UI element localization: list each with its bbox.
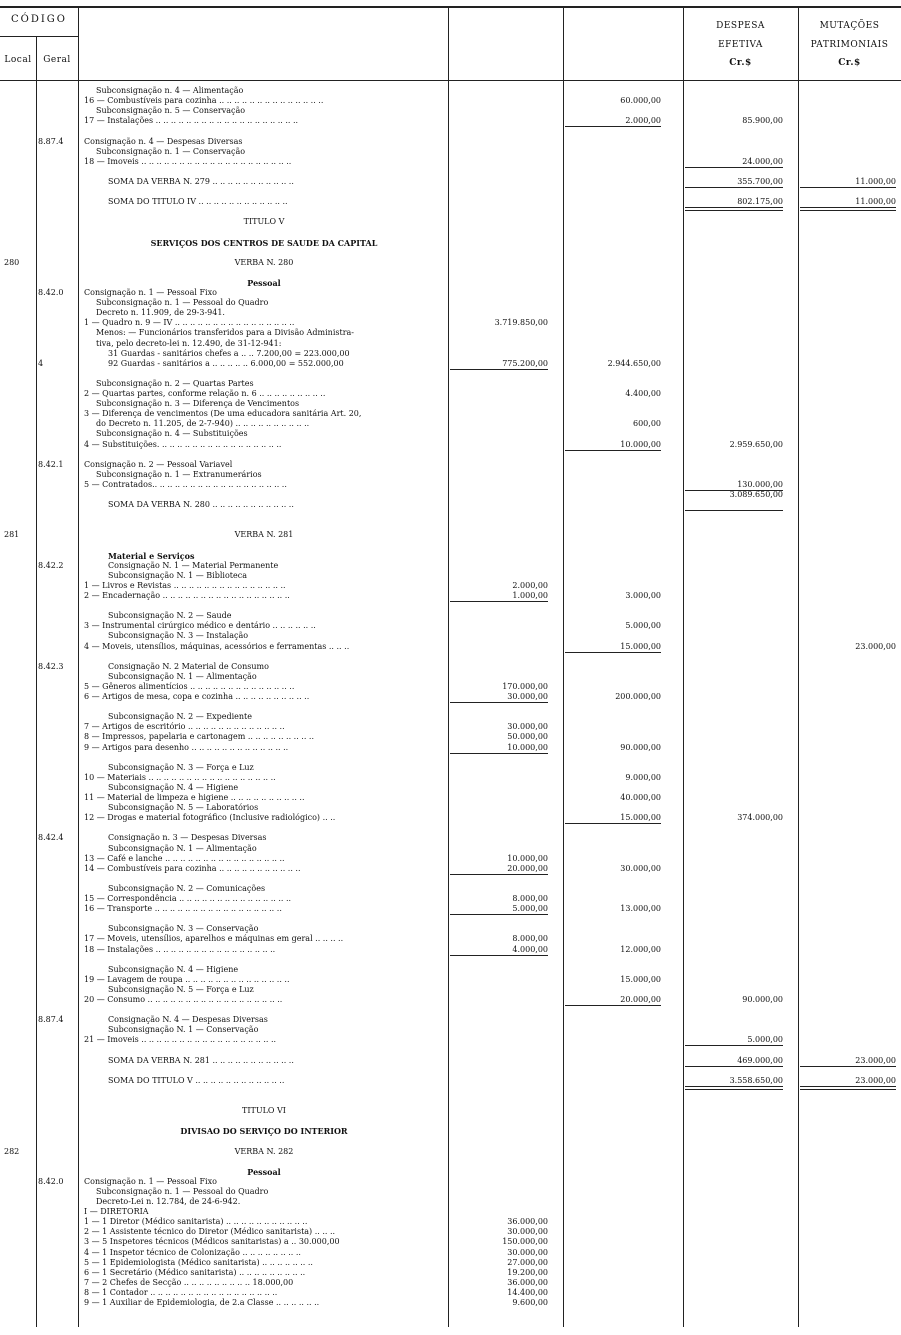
row-description: 19 — Lavagem de roupa .. .. .. .. .. .. .. .. .. .. .. .. .. .. bbox=[84, 974, 290, 984]
amount-c1: 8.000,00 bbox=[512, 894, 548, 903]
row-description: Subconsignação n. 5 — Conservação bbox=[96, 106, 246, 116]
amount-c1: 19.200,00 bbox=[507, 1267, 548, 1277]
amount-c2: 20.000,00 bbox=[620, 995, 661, 1004]
row-description: VERBA N. 280 bbox=[234, 257, 294, 267]
row-description: Subconsignação N. 3 — Força e Luz bbox=[108, 762, 254, 772]
row-description: 1 — Livros e Revistas .. .. .. .. .. .. .. .. .. .. .. .. .. .. .. bbox=[84, 580, 286, 590]
amount-c1: 20.000,00 bbox=[507, 863, 548, 873]
ledger-row bbox=[0, 642, 901, 652]
codigo-geral: 4 bbox=[38, 358, 44, 368]
ledger-row bbox=[0, 1237, 901, 1247]
amount-c3: 5.000,00 bbox=[747, 1035, 783, 1045]
ledger-row bbox=[0, 86, 901, 96]
amount-c2: 90.000,00 bbox=[620, 742, 661, 752]
codigo-geral: 8.42.0 bbox=[38, 288, 64, 297]
row-description: 8 — 1 Contador .. .. .. .. .. .. .. .. .. .. .. .. .. .. .. .. .. bbox=[84, 1287, 278, 1297]
row-description: 3 — Diferença de vencimentos (De uma educadora sanitária Art. 20, bbox=[84, 409, 362, 419]
amount-c1: 5.000,00 bbox=[512, 904, 548, 914]
amount-c2: 2.000,00 bbox=[625, 116, 661, 126]
ledger-row bbox=[0, 96, 901, 106]
ledger-row bbox=[0, 197, 901, 207]
row-description: 4 — 1 Inspetor técnico de Colonização .. .. .. .. .. .. .. .. bbox=[84, 1247, 301, 1257]
ledger-row bbox=[0, 844, 901, 854]
ledger-row bbox=[0, 399, 901, 409]
codigo-geral: 8.42.4 bbox=[38, 833, 64, 843]
ledger-row bbox=[0, 460, 901, 470]
row-description: Subconsignação n. 1 — Extranumerários bbox=[96, 469, 262, 479]
ledger-row bbox=[0, 359, 901, 369]
row-description: 15 — Correspondência .. .. .. .. .. .. .. .. .. .. .. .. .. .. .. bbox=[84, 894, 292, 903]
amount-c2: 60.000,00 bbox=[620, 96, 661, 106]
amount-c1: 3.719.850,00 bbox=[494, 318, 548, 328]
row-description: Consignação n. 3 — Despesas Diversas bbox=[108, 833, 267, 843]
ledger-row bbox=[0, 1035, 901, 1045]
codigo-rule bbox=[0, 36, 78, 37]
amount-c1: 10.000,00 bbox=[507, 742, 548, 752]
ledger-row bbox=[0, 177, 901, 187]
ledger-row bbox=[0, 419, 901, 429]
header-local: Local bbox=[4, 55, 32, 65]
ledger-row bbox=[0, 743, 901, 753]
row-description: VERBA N. 281 bbox=[234, 530, 294, 540]
codigo-geral: 8.42.3 bbox=[38, 661, 64, 671]
ledger-row bbox=[0, 480, 901, 490]
amount-c3: 24.000,00 bbox=[742, 156, 783, 166]
row-description: Consignação N. 4 — Despesas Diversas bbox=[108, 1015, 268, 1025]
amount-c2: 9.000,00 bbox=[625, 772, 661, 782]
row-description: 5 — Contratados.. .. .. .. .. .. .. .. .. .. .. .. .. .. .. .. .. .. bbox=[84, 479, 287, 489]
row-description: Decreto n. 11.909, de 29-3-941. bbox=[96, 308, 225, 318]
ledger-row bbox=[0, 409, 901, 419]
row-description: 9 — Artigos para desenho .. .. .. .. .. .. .. .. .. .. .. .. .. bbox=[84, 742, 289, 752]
amount-c4: 23.000,00 bbox=[855, 1055, 896, 1065]
row-description: Subconsignação n. 4 — Substituições bbox=[96, 429, 248, 439]
ledger-row bbox=[0, 1015, 901, 1025]
row-description: 10 — Materiais .. .. .. .. .. .. .. .. .. .. .. .. .. .. .. .. .. bbox=[84, 772, 276, 782]
row-description: 18 — Imoveis .. .. .. .. .. .. .. .. .. .. .. .. .. .. .. .. .. .. .. .. bbox=[84, 156, 292, 166]
ledger-row bbox=[0, 500, 901, 510]
amount-c2: 40.000,00 bbox=[620, 793, 661, 802]
ledger-row bbox=[0, 975, 901, 985]
row-description: tiva, pelo decreto-lei n. 12.490, de 31-12-941: bbox=[96, 338, 282, 348]
codigo-geral: 8.87.4 bbox=[38, 136, 64, 146]
amount-c2: 200.000,00 bbox=[615, 692, 661, 701]
ledger-row bbox=[0, 167, 901, 177]
ledger-row bbox=[0, 308, 901, 318]
row-description: Subconsignação N. 1 — Alimentação bbox=[108, 671, 257, 681]
row-description: 2 — 1 Assistente técnico do Diretor (Médico sanitarista) .. .. .. bbox=[84, 1227, 336, 1237]
ledger-row bbox=[0, 985, 901, 995]
row-description: Consignação N. 1 — Material Permanente bbox=[108, 560, 279, 570]
header-bottom-rule bbox=[0, 80, 901, 81]
header-geral: Geral bbox=[43, 55, 71, 65]
row-description: Subconsignação N. 5 — Laboratórios bbox=[108, 803, 259, 813]
amount-c2: 30.000,00 bbox=[620, 863, 661, 873]
ledger-row bbox=[0, 298, 901, 308]
ledger-row bbox=[0, 288, 901, 298]
codigo-local: 282 bbox=[4, 1146, 20, 1156]
ledger-row bbox=[0, 803, 901, 813]
ledger-row bbox=[0, 571, 901, 581]
ledger-row bbox=[0, 955, 901, 965]
amount-c1: 2.000,00 bbox=[512, 580, 548, 590]
row-description: do Decreto n. 11.205, de 2-7-940) .. .. .. .. .. .. .. .. .. .. bbox=[96, 419, 310, 429]
ledger-row bbox=[0, 1096, 901, 1106]
row-description: 16 — Transporte .. .. .. .. .. .. .. .. .. .. .. .. .. .. .. .. .. bbox=[84, 904, 282, 914]
row-description: TITULO VI bbox=[242, 1106, 286, 1116]
ledger-row bbox=[0, 1116, 901, 1126]
ledger-row bbox=[0, 207, 901, 217]
ledger-row bbox=[0, 1217, 901, 1227]
ledger-row bbox=[0, 965, 901, 975]
amount-c2: 15.000,00 bbox=[620, 641, 661, 651]
ledger-row bbox=[0, 722, 901, 732]
ledger-row bbox=[0, 712, 901, 722]
row-description: 9 — 1 Auxiliar de Epidemiologia, de 2.a Classe .. .. .. .. .. .. bbox=[84, 1298, 320, 1307]
ledger-row bbox=[0, 1056, 901, 1066]
ledger-row bbox=[0, 450, 901, 460]
ledger-row bbox=[0, 773, 901, 783]
amount-c1: 36.000,00 bbox=[507, 1277, 548, 1287]
row-description: 18 — Instalações .. .. .. .. .. .. .. .. .. .. .. .. .. .. .. .. bbox=[84, 944, 276, 954]
row-description: DIVISAO DO SERVIÇO DO INTERIOR bbox=[180, 1126, 348, 1137]
amount-c3: 2.959.650,00 bbox=[729, 439, 783, 449]
row-description: 14 — Combustíveis para cozinha .. .. .. .. .. .. .. .. .. .. .. bbox=[84, 863, 301, 873]
row-description: SOMA DA VERBA N. 281 .. .. .. .. .. .. .. .. .. .. .. bbox=[108, 1055, 294, 1065]
amount-c3: 374.000,00 bbox=[737, 813, 783, 823]
row-description: 13 — Café e lanche .. .. .. .. .. .. .. .. .. .. .. .. .. .. .. .. bbox=[84, 853, 285, 863]
row-description: Subconsignação N. 5 — Força e Luz bbox=[108, 984, 254, 994]
amount-c2: 10.000,00 bbox=[620, 439, 661, 449]
amount-c1: 27.000,00 bbox=[507, 1257, 548, 1267]
row-description: 5 — Gêneros alimentícios .. .. .. .. .. .. .. .. .. .. .. .. .. .. bbox=[84, 681, 295, 691]
row-description: 4 — Moveis, utensílios, máquinas, acessórios e ferramentas .. .. .. bbox=[84, 641, 350, 651]
row-description: TITULO V bbox=[243, 217, 285, 227]
row-description: 7 — Artigos de escritório .. .. .. .. .. .. .. .. .. .. .. .. .. bbox=[84, 722, 285, 732]
row-description: Decreto-Lei n. 12.784, de 24-6-942. bbox=[96, 1197, 241, 1206]
ledger-row bbox=[0, 126, 901, 136]
ledger-row bbox=[0, 874, 901, 884]
row-description: 3 — 5 Inspetores técnicos (Médicos sanitaristas) a .. 30.000,00 bbox=[84, 1237, 340, 1247]
ledger-row bbox=[0, 1197, 901, 1207]
amount-c1: 30.000,00 bbox=[507, 1247, 548, 1257]
ledger-row bbox=[0, 369, 901, 379]
ledger-row bbox=[0, 106, 901, 116]
ledger-row bbox=[0, 1177, 901, 1187]
ledger-row bbox=[0, 349, 901, 359]
ledger-row bbox=[0, 621, 901, 631]
ledger-row bbox=[0, 137, 901, 147]
header-codigo: CÓDIGO bbox=[10, 14, 67, 25]
ledger-row bbox=[0, 611, 901, 621]
row-description: 1 — 1 Diretor (Médico sanitarista) .. .. .. .. .. .. .. .. .. .. .. bbox=[84, 1217, 308, 1227]
ledger-row bbox=[0, 1207, 901, 1217]
amount-c3: 3.089.650,00 bbox=[729, 490, 783, 499]
ledger-row bbox=[0, 894, 901, 904]
amount-c1: 1.000,00 bbox=[512, 591, 548, 600]
row-description: Subconsignação N. 1 — Alimentação bbox=[108, 843, 257, 853]
amount-c1: 30.000,00 bbox=[507, 722, 548, 732]
row-description: Subconsignação n. 4 — Alimentação bbox=[96, 86, 244, 95]
ledger-row bbox=[0, 1046, 901, 1056]
amount-c1: 9.600,00 bbox=[512, 1298, 548, 1307]
ledger-row bbox=[0, 833, 901, 843]
ledger-row bbox=[0, 945, 901, 955]
ledger-row bbox=[0, 318, 901, 328]
amount-c3: 3.558.650,00 bbox=[729, 1075, 783, 1085]
row-description: SOMA DA VERBA N. 279 .. .. .. .. .. .. .. .. .. .. .. bbox=[108, 176, 294, 186]
ledger-row bbox=[0, 1106, 901, 1116]
amount-c3: 469.000,00 bbox=[737, 1055, 783, 1065]
ledger-row bbox=[0, 652, 901, 662]
ledger-row bbox=[0, 702, 901, 712]
row-description: Subconsignação N. 3 — Instalação bbox=[108, 631, 249, 641]
ledger-row bbox=[0, 339, 901, 349]
row-description: Subconsignação N. 1 — Conservação bbox=[108, 1025, 259, 1035]
ledger-row bbox=[0, 1157, 901, 1167]
amount-c3: 85.900,00 bbox=[742, 116, 783, 126]
amount-c2: 3.000,00 bbox=[625, 591, 661, 600]
ledger-row bbox=[0, 429, 901, 439]
amount-c3: 130.000,00 bbox=[737, 479, 783, 489]
ledger-row bbox=[0, 470, 901, 480]
row-description: Subconsignação N. 4 — Higiene bbox=[108, 782, 239, 792]
row-description: 11 — Material de limpeza e higiene .. .. .. .. .. .. .. .. .. .. bbox=[84, 793, 305, 802]
amount-c1: 4.000,00 bbox=[512, 944, 548, 954]
ledger-row bbox=[0, 1227, 901, 1237]
row-description: 4 — Substituições. .. .. .. .. .. .. .. .. .. .. .. .. .. .. .. .. bbox=[84, 439, 282, 449]
ledger-row bbox=[0, 823, 901, 833]
amount-c3: 802.175,00 bbox=[737, 197, 783, 207]
row-description: Subconsignação N. 2 — Comunicações bbox=[108, 883, 266, 893]
amount-c2: 2.944.650,00 bbox=[607, 358, 661, 368]
ledger-row bbox=[0, 1147, 901, 1157]
ledger-row bbox=[0, 884, 901, 894]
amount-c4: 23.000,00 bbox=[855, 1075, 896, 1085]
ledger-row bbox=[0, 934, 901, 944]
row-description: 31 Guardas - sanitários chefes a .. .. 7.200,00 = 223.000,00 bbox=[108, 348, 350, 358]
row-description: Pessoal bbox=[247, 277, 281, 288]
ledger-row bbox=[0, 268, 901, 278]
top-rule bbox=[0, 6, 901, 8]
ledger-row bbox=[0, 116, 901, 126]
ledger-row bbox=[0, 672, 901, 682]
row-description: 21 — Imoveis .. .. .. .. .. .. .. .. .. .. .. .. .. .. .. .. .. .. bbox=[84, 1035, 277, 1045]
ledger-row bbox=[0, 1025, 901, 1035]
row-description: 20 — Consumo .. .. .. .. .. .. .. .. .. .. .. .. .. .. .. .. .. .. bbox=[84, 995, 283, 1004]
row-description: Subconsignação N. 2 — Expediente bbox=[108, 712, 252, 722]
ledger-row bbox=[0, 520, 901, 530]
amount-c2: 15.000,00 bbox=[620, 813, 661, 823]
row-description: Consignação n. 1 — Pessoal Fixo bbox=[84, 1176, 217, 1186]
ledger-row bbox=[0, 1066, 901, 1076]
row-description: Consignação n. 2 — Pessoal Variavel bbox=[84, 459, 233, 469]
ledger-row bbox=[0, 1086, 901, 1096]
codigo-geral: 8.42.1 bbox=[38, 459, 64, 469]
ledger-row bbox=[0, 1136, 901, 1146]
amount-c4: 11.000,00 bbox=[855, 197, 896, 207]
row-description: 17 — Moveis, utensílios, aparelhos e máquinas em geral .. .. .. .. bbox=[84, 934, 344, 944]
row-description: SERVIÇOS DOS CENTROS DE SAUDE DA CAPITAL bbox=[150, 237, 378, 248]
row-description: Material e Serviços bbox=[108, 550, 195, 561]
ledger-row bbox=[0, 379, 901, 389]
row-description: 2 — Encadernação .. .. .. .. .. .. .. .. .. .. .. .. .. .. .. .. .. bbox=[84, 591, 290, 600]
ledger-row bbox=[0, 510, 901, 520]
row-description: 3 — Instrumental cirúrgico médico e dentário .. .. .. .. .. .. bbox=[84, 621, 316, 631]
amount-c3: 90.000,00 bbox=[742, 995, 783, 1004]
ledger-row bbox=[0, 601, 901, 611]
row-description: SOMA DO TITULO IV .. .. .. .. .. .. .. .. .. .. .. .. bbox=[108, 197, 288, 207]
amount-c1: 36.000,00 bbox=[507, 1217, 548, 1227]
ledger-row bbox=[0, 753, 901, 763]
ledger-row bbox=[0, 783, 901, 793]
ledger-row bbox=[0, 147, 901, 157]
ledger-row bbox=[0, 793, 901, 803]
amount-c1: 8.000,00 bbox=[512, 934, 548, 944]
amount-c2: 13.000,00 bbox=[620, 904, 661, 914]
codigo-geral: 8.87.4 bbox=[38, 1015, 64, 1025]
ledger-row bbox=[0, 763, 901, 773]
ledger-row bbox=[0, 1298, 901, 1308]
row-description: Subconsignação N. 4 — Higiene bbox=[108, 964, 239, 974]
ledger-row bbox=[0, 328, 901, 338]
ledger-row bbox=[0, 238, 901, 248]
ledger-row bbox=[0, 1258, 901, 1268]
amount-c1: 30.000,00 bbox=[507, 1227, 548, 1237]
row-description: Pessoal bbox=[247, 1166, 281, 1177]
ledger-row bbox=[0, 440, 901, 450]
row-description: 6 — Artigos de mesa, copa e cozinha .. .. .. .. .. .. .. .. .. .. bbox=[84, 692, 310, 701]
row-description: Subconsignação n. 1 — Conservação bbox=[96, 146, 246, 156]
row-description: Consignação N. 2 Material de Consumo bbox=[108, 661, 269, 671]
amount-c1: 50.000,00 bbox=[507, 732, 548, 742]
amount-c1: 150.000,00 bbox=[502, 1237, 548, 1247]
amount-c1: 10.000,00 bbox=[507, 853, 548, 863]
ledger-row bbox=[0, 187, 901, 197]
amount-c1: 170.000,00 bbox=[502, 681, 548, 691]
amount-c1: 775.200,00 bbox=[502, 358, 548, 368]
amount-c4: 23.000,00 bbox=[855, 641, 896, 651]
ledger-row bbox=[0, 924, 901, 934]
row-description: Subconsignação n. 3 — Diferença de Vencimentos bbox=[96, 399, 300, 409]
ledger-row bbox=[0, 541, 901, 551]
row-description: Subconsignação n. 1 — Pessoal do Quadro bbox=[96, 1186, 269, 1196]
row-description: 7 — 2 Chefes de Secção .. .. .. .. .. .. .. .. .. 18.000,00 bbox=[84, 1277, 294, 1287]
ledger-row bbox=[0, 217, 901, 227]
amount-c4: 11.000,00 bbox=[855, 176, 896, 186]
row-description: I — DIRETORIA bbox=[84, 1207, 149, 1217]
amount-c3: 355.700,00 bbox=[737, 176, 783, 186]
ledger-row bbox=[0, 682, 901, 692]
ledger-row bbox=[0, 591, 901, 601]
row-description: 16 — Combustíveis para cozinha .. .. .. .. .. .. .. .. .. .. .. .. .. .. bbox=[84, 96, 324, 106]
ledger-row bbox=[0, 1126, 901, 1136]
row-description: Subconsignação N. 2 — Saude bbox=[108, 611, 232, 621]
ledger-row bbox=[0, 864, 901, 874]
ledger-row bbox=[0, 490, 901, 500]
ledger-row bbox=[0, 248, 901, 258]
codigo-local: 280 bbox=[4, 257, 20, 267]
row-description: Subconsignação N. 3 — Conservação bbox=[108, 924, 259, 934]
ledger-row bbox=[0, 904, 901, 914]
amount-c1: 14.400,00 bbox=[507, 1287, 548, 1297]
row-description: 5 — 1 Epidemiologista (Médico sanitarista) .. .. .. .. .. .. .. bbox=[84, 1257, 313, 1267]
row-description: 1 — Quadro n. 9 — IV .. .. .. .. .. .. .. .. .. .. .. .. .. .. .. .. bbox=[84, 318, 295, 328]
ledger-row bbox=[0, 530, 901, 540]
ledger-row bbox=[0, 278, 901, 288]
row-description: Subconsignação n. 2 — Quartas Partes bbox=[96, 378, 254, 388]
ledger-row bbox=[0, 854, 901, 864]
ledger-row bbox=[0, 1248, 901, 1258]
ledger-row bbox=[0, 1268, 901, 1278]
row-description: SOMA DO TITULO V .. .. .. .. .. .. .. .. .. .. .. .. bbox=[108, 1075, 285, 1085]
row-description: 92 Guardas - sanitários a .. .. .. .. .. 6.000,00 = 552.000,00 bbox=[108, 358, 344, 368]
ledger-row bbox=[0, 1187, 901, 1197]
row-description: Subconsignação n. 1 — Pessoal do Quadro bbox=[96, 298, 269, 308]
amount-c2: 5.000,00 bbox=[625, 621, 661, 631]
row-description: SOMA DA VERBA N. 280 .. .. .. .. .. .. .. .. .. .. .. bbox=[108, 500, 294, 510]
ledger-row bbox=[0, 551, 901, 561]
ledger-row bbox=[0, 581, 901, 591]
row-description: 8 — Impressos, papelaria e cartonagem .. .. .. .. .. .. .. .. .. bbox=[84, 732, 314, 742]
ledger-row bbox=[0, 561, 901, 571]
ledger-row bbox=[0, 662, 901, 672]
ledger-row bbox=[0, 732, 901, 742]
row-description: 17 — Instalações .. .. .. .. .. .. .. .. .. .. .. .. .. .. .. .. .. .. .. bbox=[84, 116, 299, 126]
amount-c2: 600,00 bbox=[633, 419, 661, 429]
ledger-row bbox=[0, 631, 901, 641]
row-description: 12 — Drogas e material fotográfico (Inclusive radiológico) .. .. bbox=[84, 813, 336, 823]
ledger-row bbox=[0, 813, 901, 823]
ledger-row bbox=[0, 227, 901, 237]
ledger-row bbox=[0, 914, 901, 924]
ledger-row bbox=[0, 157, 901, 167]
ledger-row bbox=[0, 1167, 901, 1177]
ledger-row bbox=[0, 389, 901, 399]
ledger-row bbox=[0, 1278, 901, 1288]
codigo-geral: 8.42.0 bbox=[38, 1176, 64, 1186]
amount-c2: 4.400,00 bbox=[625, 389, 661, 398]
row-description: Menos: — Funcionários transferidos para a Divisão Administra- bbox=[96, 328, 354, 338]
ledger-row bbox=[0, 1005, 901, 1015]
row-description: 2 — Quartas partes, conforme relação n. 6 .. .. .. .. .. .. .. .. .. bbox=[84, 389, 326, 398]
row-description: Consignação n. 4 — Despesas Diversas bbox=[84, 136, 243, 146]
ledger-row bbox=[0, 692, 901, 702]
ledger-row bbox=[0, 258, 901, 268]
row-description: Subconsignação N. 1 — Biblioteca bbox=[108, 570, 247, 580]
ledger-row bbox=[0, 995, 901, 1005]
codigo-geral: 8.42.2 bbox=[38, 560, 64, 570]
amount-c2: 12.000,00 bbox=[620, 944, 661, 954]
row-description: Consignação n. 1 — Pessoal Fixo bbox=[84, 288, 217, 297]
amount-c1: 30.000,00 bbox=[507, 692, 548, 701]
amount-c2: 15.000,00 bbox=[620, 974, 661, 984]
ledger-row bbox=[0, 1288, 901, 1298]
codigo-local: 281 bbox=[4, 530, 20, 540]
ledger-row bbox=[0, 1076, 901, 1086]
row-description: 6 — 1 Secretário (Médico sanitarista) .. .. .. .. .. .. .. .. .. bbox=[84, 1267, 306, 1277]
row-description: VERBA N. 282 bbox=[234, 1146, 294, 1156]
